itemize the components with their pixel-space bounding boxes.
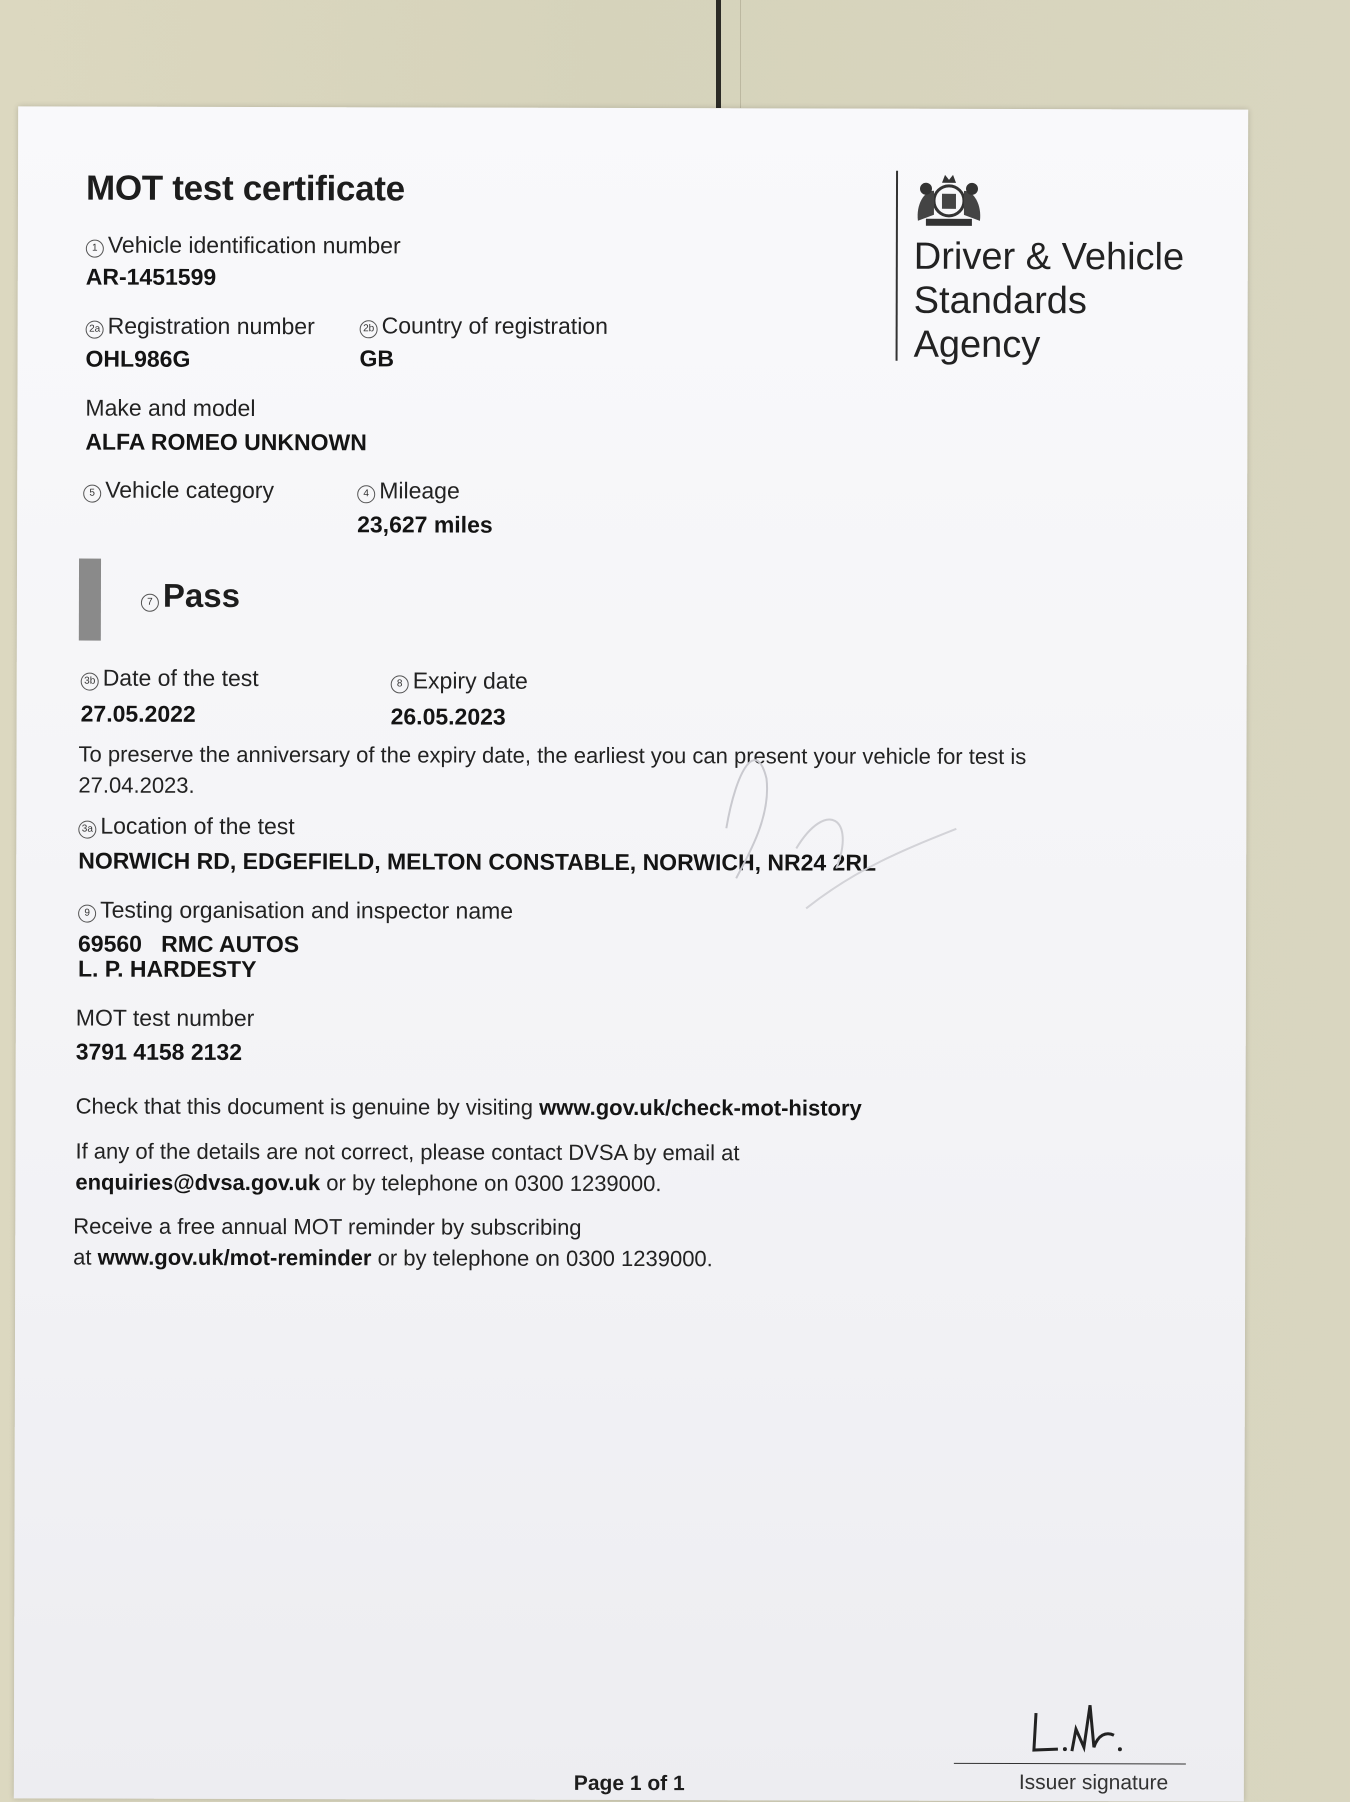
expiry-date-label: 8 Expiry date: [391, 667, 528, 694]
result-marker: [79, 559, 101, 641]
registration-label: 2a Registration number: [86, 313, 315, 341]
background-plank-gap: [716, 0, 721, 108]
test-date-value: 27.05.2022: [80, 700, 196, 727]
mot-certificate-page: [14, 106, 1248, 1801]
mot-reminder-link[interactable]: www.gov.uk/mot-reminder: [97, 1244, 372, 1271]
royal-coat-of-arms-icon: [912, 169, 986, 236]
anniversary-note: To preserve the anniversary of the expiry date, the earliest you can present your vehicle for test is 27.04.2023.: [78, 741, 1027, 798]
test-number-value: 3791 4158 2132: [75, 1038, 243, 1065]
agency-line-2: Standards: [913, 279, 1087, 323]
inspector-name: L. P. HARDESTY: [77, 955, 257, 983]
field-number: 2a: [86, 321, 104, 339]
result-value: Pass: [162, 576, 241, 614]
test-result: [141, 577, 240, 615]
garage-name: RMC AUTOS: [161, 930, 300, 958]
expiry-date-value: 26.05.2023: [390, 703, 506, 730]
field-number: 3a: [78, 821, 96, 839]
field-number: 1: [86, 240, 104, 258]
agency-line-3: Agency: [913, 323, 1041, 367]
field-number: 9: [78, 905, 96, 923]
field-number: 7: [141, 594, 159, 612]
mileage-label: 4 Mileage: [357, 477, 460, 504]
contact-text: If any of the details are not correct, please contact DVSA by email at enquiries@dvsa.gov.uk or by telephone on 0300 1239000.: [75, 1138, 740, 1197]
field-number: 8: [391, 675, 409, 693]
dvsa-logo-rule: [896, 171, 898, 361]
document-title: MOT test certificate: [85, 168, 405, 209]
reminder-text: Receive a free annual MOT reminder by subscribing at www.gov.uk/mot-reminder or by telephone on 0300 1239000.: [73, 1213, 713, 1272]
field-number: 2b: [360, 320, 378, 338]
signature-caption: Issuer signature: [1018, 1771, 1169, 1795]
registration-value: OHL986G: [85, 345, 191, 372]
location-label: 3a Location of the test: [78, 813, 294, 841]
field-number: 3b: [81, 673, 99, 691]
test-date-label: 3b Date of the test: [81, 665, 259, 692]
site-number: 69560: [77, 930, 143, 957]
vin-label: 1 Vehicle identification number: [86, 232, 401, 260]
contact-email-link[interactable]: enquiries@dvsa.gov.uk: [75, 1169, 321, 1196]
organisation-label: 9 Testing organisation and inspector name: [78, 897, 513, 925]
field-number: 5: [83, 485, 101, 503]
background-plank-line: [740, 0, 741, 108]
page-number: Page 1 of 1: [573, 1771, 685, 1796]
issuer-signature-icon: [954, 1695, 1124, 1770]
make-model-label: Make and model: [85, 394, 256, 422]
make-model-value: ALFA ROMEO UNKNOWN: [85, 428, 367, 456]
test-number-label: MOT test number: [75, 1004, 255, 1032]
country-label: 2b Country of registration: [360, 312, 608, 340]
vin-value: AR-1451599: [85, 263, 217, 290]
faint-handwritten-mark: [706, 708, 967, 964]
field-number: 4: [357, 485, 375, 503]
country-value: GB: [359, 345, 395, 372]
agency-name: [914, 235, 1185, 368]
vehicle-category-label: 5 Vehicle category: [83, 477, 274, 504]
organisation-value: [78, 931, 299, 959]
location-value: NORWICH RD, EDGEFIELD, MELTON CONSTABLE, NORWICH, NR24 2RL: [78, 847, 877, 876]
check-mot-history-link[interactable]: www.gov.uk/check-mot-history: [539, 1094, 862, 1121]
mileage-value: 23,627 miles: [357, 511, 493, 538]
genuine-check-text: Check that this document is genuine by visiting www.gov.uk/check-mot-history: [75, 1093, 862, 1121]
agency-line-1: Driver & Vehicle: [913, 235, 1185, 279]
